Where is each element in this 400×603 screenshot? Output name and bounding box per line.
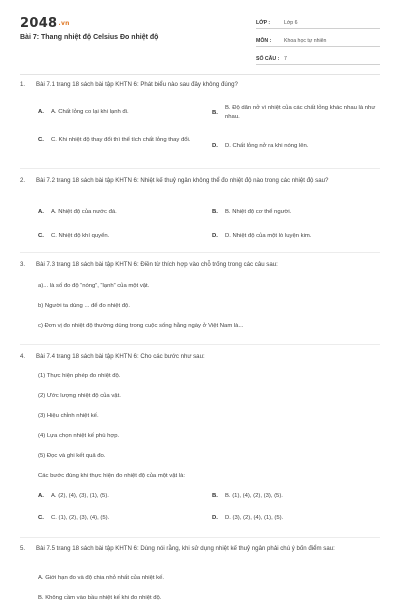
option-c[interactable]: [38, 514, 208, 523]
step-line: (3) Hiệu chỉnh nhiệt kế.: [38, 413, 99, 419]
logo-suffix: .vn: [58, 20, 70, 27]
question-5: [20, 544, 380, 600]
question-number: 1.: [20, 81, 26, 88]
question-stem: [20, 544, 380, 554]
option-letter: D.: [212, 515, 218, 521]
option-letter: D.: [212, 143, 218, 149]
option-text: C. Khi nhiệt độ thay đổi thì thể tích chất lỏng thay đổi.: [51, 137, 191, 143]
meta-info: [256, 14, 380, 68]
meta-label: MÔN :: [256, 38, 272, 44]
question-stem: [20, 80, 380, 90]
option-letter: B.: [212, 209, 218, 215]
question-stem: [20, 260, 380, 270]
question-text: Bài 7.3 trang 18 sách bài tập KHTN 6: Điền từ thích hợp vào chỗ trống trong các câu sau:: [36, 261, 278, 268]
option-letter: A.: [38, 209, 44, 215]
option-c[interactable]: [38, 136, 208, 145]
option-a[interactable]: [38, 108, 208, 117]
question-stem: [20, 176, 380, 186]
meta-row-count: [256, 50, 380, 65]
option-letter: A.: [38, 109, 44, 115]
header-divider: [20, 74, 380, 75]
option-b[interactable]: [212, 104, 380, 122]
step-prompt: Các bước đúng khi thực hiện đo nhiệt độ của một vật là:: [38, 473, 185, 479]
option-letter: B.: [212, 109, 218, 116]
document-title: Bài 7: Thang nhiệt độ Celsius Đo nhiệt độ: [20, 34, 159, 41]
fill-line-b: b) Người ta dùng ... để đo nhiệt độ.: [38, 303, 130, 309]
option-d[interactable]: [212, 142, 380, 151]
option-text: A. Chất lỏng co lại khi lạnh đi.: [51, 109, 129, 115]
question-text: Bài 7.2 trang 18 sách bài tập KHTN 6: Nhiệt kế thuỷ ngân không thể đo nhiệt độ nào trong các nhiệt độ sau?: [36, 177, 329, 184]
option-d[interactable]: [212, 514, 380, 523]
question-separator: [20, 537, 380, 538]
option-text: A. Nhiệt độ của nước đá.: [51, 209, 117, 215]
meta-value: Lớp 6: [284, 20, 298, 26]
option-letter: C.: [38, 137, 44, 143]
question-separator: [20, 168, 380, 169]
option-c[interactable]: [38, 232, 208, 241]
question-number: 4.: [20, 353, 26, 360]
step-line: (4) Lựa chọn nhiệt kế phù hợp.: [38, 433, 120, 439]
question-2: [20, 176, 380, 246]
meta-value: 7: [284, 56, 287, 62]
option-b[interactable]: [212, 208, 380, 217]
question-4: [20, 352, 380, 532]
question-text: Bài 7.5 trang 18 sách bài tập KHTN 6: Dùng nói rằng, khi sử dụng nhiệt kế thuỷ ngân phải chú ý bốn điểm sau:: [36, 545, 335, 552]
step-line: (5) Đọc và ghi kết quả đo.: [38, 453, 106, 459]
option-text: B. (1), (4), (2), (3), (5).: [225, 493, 283, 499]
question-text: Bài 7.4 trang 18 sách bài tập KHTN 6: Cho các bước như sau:: [36, 353, 205, 360]
question-text: Bài 7.1 trang 18 sách bài tập KHTN 6: Phát biểu nào sau đây không đúng?: [36, 81, 238, 88]
option-letter: D.: [212, 233, 218, 239]
meta-value: Khoa học tự nhiên: [284, 38, 327, 44]
option-text: D. Chất lỏng nở ra khi nóng lên.: [225, 143, 309, 149]
question-stem: [20, 352, 380, 362]
question-separator: [20, 344, 380, 345]
fill-line-a: a)... là số đo độ “nóng”, “lạnh” của một vật.: [38, 283, 150, 289]
option-text: D. Nhiệt độ của một lò luyện kim.: [225, 233, 312, 239]
option-text: C. (1), (2), (3), (4), (5).: [51, 515, 110, 521]
question-3: [20, 260, 380, 340]
step-line: (1) Thực hiện phép đo nhiệt độ.: [38, 373, 121, 379]
option-text: B. Độ dãn nở vì nhiệt của các chất lỏng khác nhau là như nhau.: [225, 105, 376, 120]
option-text: C. Nhiệt độ khí quyển.: [51, 233, 110, 239]
logo-text: 2048: [20, 16, 58, 31]
option-letter: B.: [212, 493, 218, 499]
step-line: (2) Ước lượng nhiệt độ của vật.: [38, 393, 121, 399]
option-a[interactable]: [38, 208, 208, 217]
option-text: B. Nhiệt độ cơ thể người.: [225, 209, 292, 215]
option-letter: C.: [38, 515, 44, 521]
option-d[interactable]: [212, 232, 380, 241]
option-text: A. (2), (4), (3), (1), (5).: [51, 493, 109, 499]
meta-label: SỐ CÂU :: [256, 56, 280, 62]
question-number: 3.: [20, 261, 26, 268]
meta-row-subject: [256, 32, 380, 47]
point-line: A. Giới hạn đo và độ chia nhỏ nhất của nhiệt kế.: [38, 575, 165, 581]
option-letter: C.: [38, 233, 44, 239]
meta-label: LỚP :: [256, 20, 271, 26]
site-logo[interactable]: [20, 16, 70, 31]
option-text: D. (3), (2), (4), (1), (5).: [225, 515, 284, 521]
question-1: [20, 80, 380, 162]
meta-row-class: [256, 14, 380, 29]
document-header: [0, 0, 400, 64]
fill-line-c: c) Đơn vị đo nhiệt độ thường dùng trong cuộc sống hằng ngày ở Việt Nam là...: [38, 323, 244, 329]
question-separator: [20, 252, 380, 253]
option-letter: A.: [38, 493, 44, 499]
option-b[interactable]: [212, 492, 380, 501]
question-number: 5.: [20, 545, 26, 552]
question-number: 2.: [20, 177, 26, 184]
option-a[interactable]: [38, 492, 208, 501]
point-line: B. Không cầm vào bầu nhiệt kế khi đo nhiệt độ.: [38, 595, 162, 601]
